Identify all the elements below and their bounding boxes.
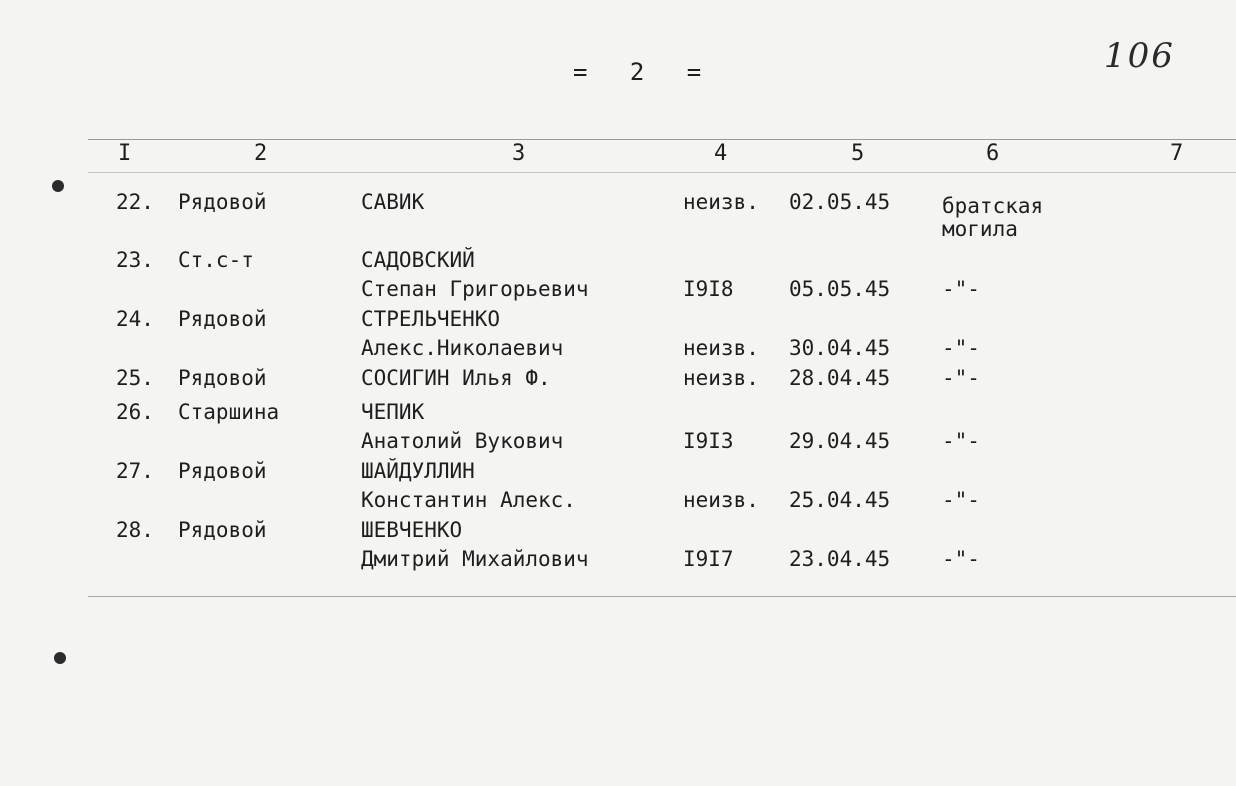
table-bottom-rule xyxy=(88,596,1236,597)
given-name: Алекс.Николаевич xyxy=(361,336,564,360)
rank: Рядовой xyxy=(178,459,267,483)
birth-year: неизв. xyxy=(683,488,759,512)
surname: ЧЕПИК xyxy=(361,400,425,424)
rank: Старшина xyxy=(178,400,280,424)
row-number: 27. xyxy=(116,459,154,483)
death-date: 02.05.45 xyxy=(789,190,891,214)
row-number: 23. xyxy=(116,248,154,272)
row-number: 28. xyxy=(116,518,154,542)
burial-place: -"- xyxy=(942,366,980,390)
column-header: 3 xyxy=(512,141,526,166)
given-name: Дмитрий Михайлович xyxy=(361,547,589,571)
given-name: Степан Григорьевич xyxy=(361,277,589,301)
table-header-rule xyxy=(88,172,1236,173)
birth-year: I9I3 xyxy=(683,429,734,453)
table-top-rule xyxy=(88,139,1236,140)
birth-year: неизв. xyxy=(683,190,759,214)
burial-place-line2: могила xyxy=(942,217,1018,241)
surname: ШЕВЧЕНКО xyxy=(361,518,463,542)
punch-hole xyxy=(54,652,66,664)
death-date: 29.04.45 xyxy=(789,429,891,453)
burial-place: -"- xyxy=(942,336,980,360)
surname: САВИК xyxy=(361,190,425,214)
rank: Рядовой xyxy=(178,518,267,542)
rank: Рядовой xyxy=(178,366,267,390)
rank: Рядовой xyxy=(178,307,267,331)
given-name: Анатолий Вукович xyxy=(361,429,564,453)
column-header: 2 xyxy=(254,141,268,166)
row-number: 24. xyxy=(116,307,154,331)
surname: ШАЙДУЛЛИН xyxy=(361,459,475,483)
burial-place: -"- xyxy=(942,429,980,453)
column-header: I xyxy=(118,141,132,166)
birth-year: неизв. xyxy=(683,336,759,360)
surname: СТРЕЛЬЧЕНКО xyxy=(361,307,501,331)
death-date: 23.04.45 xyxy=(789,547,891,571)
death-date: 05.05.45 xyxy=(789,277,891,301)
birth-year: I9I8 xyxy=(683,277,734,301)
punch-hole xyxy=(52,180,64,192)
death-date: 25.04.45 xyxy=(789,488,891,512)
given-name: Константин Алекс. xyxy=(361,488,576,512)
rank: Ст.с-т xyxy=(178,248,254,272)
burial-place: братская xyxy=(942,194,1044,218)
row-number: 22. xyxy=(116,190,154,214)
burial-place: -"- xyxy=(942,277,980,301)
row-number: 25. xyxy=(116,366,154,390)
page-number: = 2 = xyxy=(573,58,716,86)
burial-place: -"- xyxy=(942,547,980,571)
surname: СОСИГИН Илья Ф. xyxy=(361,366,551,390)
birth-year: неизв. xyxy=(683,366,759,390)
burial-place: -"- xyxy=(942,488,980,512)
column-header: 5 xyxy=(851,141,865,166)
rank: Рядовой xyxy=(178,190,267,214)
birth-year: I9I7 xyxy=(683,547,734,571)
column-header: 7 xyxy=(1170,141,1184,166)
row-number: 26. xyxy=(116,400,154,424)
column-header: 6 xyxy=(986,141,1000,166)
archive-number: 106 xyxy=(1104,36,1175,76)
death-date: 28.04.45 xyxy=(789,366,891,390)
column-header: 4 xyxy=(714,141,728,166)
death-date: 30.04.45 xyxy=(789,336,891,360)
surname: САДОВСКИЙ xyxy=(361,248,475,272)
